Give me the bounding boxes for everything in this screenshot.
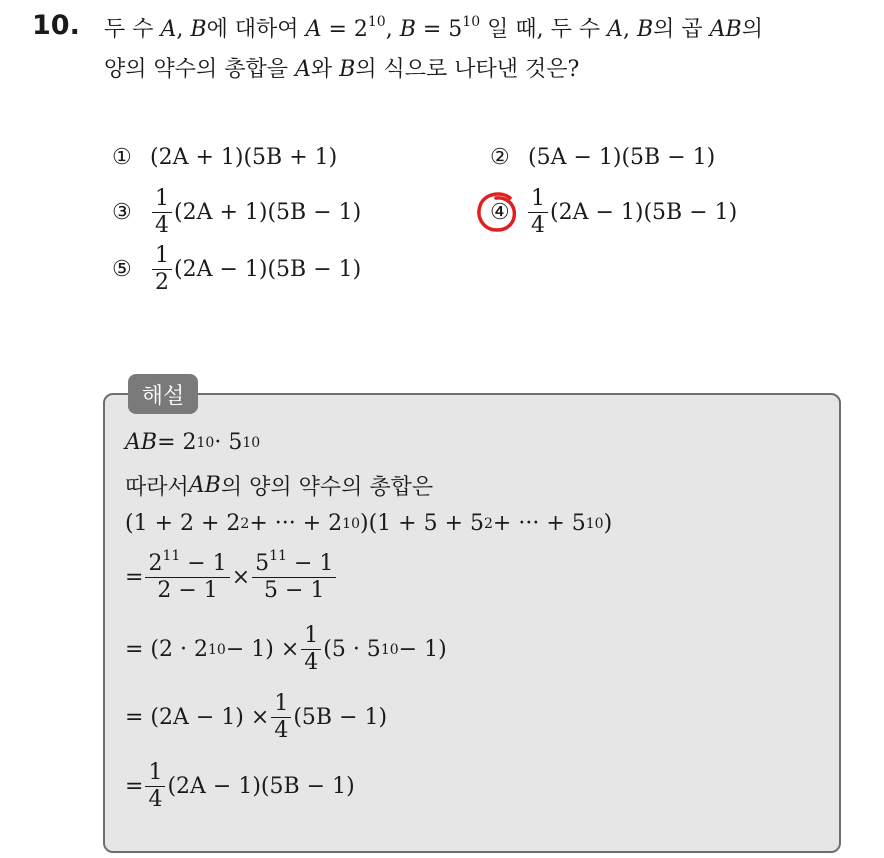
choice-number: ④ [490, 200, 510, 225]
fraction: $\frac{1}{4}$ [145, 762, 165, 811]
solution-line-6: = (2A − 1) × $\frac{1}{4}$ (5B − 1) [125, 691, 388, 743]
choice-expression: (5A − 1)(5B − 1) [528, 145, 716, 170]
fraction: $\frac{1}{4}$ [152, 188, 172, 237]
solution-line-3: (1 + 2 + 2 2 + ··· + 2 10 )(1 + 5 + 5 2 + ··· + 5 10 ) [125, 511, 613, 536]
choice-number: ③ [112, 200, 132, 225]
question-text-line-2: 양의 약수의 총합을 A와 B의 식으로 나타낸 것은? [104, 57, 580, 82]
fraction: $\frac{5^{11} - 1}{5 - 1}$ [252, 553, 336, 602]
choice-expression: (2A − 1)(5B − 1) [174, 257, 362, 282]
solution-line-2: 따라서 AB 의 양의 약수의 총합은 [125, 473, 434, 500]
fraction: $\frac{1}{4}$ [271, 693, 291, 742]
choice-number: ② [490, 145, 510, 170]
solution-label: 해설 [128, 374, 198, 414]
question-number: 10. [32, 10, 80, 41]
choice-number: ① [112, 145, 132, 170]
choice-4[interactable] [490, 188, 737, 237]
fraction: $\frac{2^{11} - 1}{2 - 1}$ [145, 553, 229, 602]
fraction: $\frac{1}{4}$ [528, 188, 548, 237]
answer-circle-mark [474, 190, 520, 236]
solution-line-7: = $\frac{1}{4}$ (2A − 1)(5B − 1) [125, 760, 355, 812]
solution-line-1: AB = 2 10 · 5 10 [125, 430, 261, 455]
fraction: $\frac{1}{2}$ [152, 245, 172, 294]
choice-3[interactable] [112, 188, 361, 237]
fraction: $\frac{1}{4}$ [301, 625, 321, 674]
choice-expression: (2A − 1)(5B − 1) [550, 200, 738, 225]
choice-expression: (2A + 1)(5B − 1) [174, 200, 362, 225]
choice-5[interactable] [112, 245, 361, 294]
choice-1[interactable] [112, 145, 337, 170]
solution-line-4: = $\frac{2^{11} - 1}{2 - 1}$ × $\frac{5^{11} - 1}{5 - 1}$ [125, 553, 338, 602]
choice-expression: (2A + 1)(5B + 1) [150, 145, 338, 170]
question-text-line-1: 두 수 A, B에 대하여 $A = 2^{10}$, $B = 5^{10}$ 일 때, 두 수 A, B의 곱 AB의 [104, 14, 763, 42]
solution-line-5: = (2 · 2 10 − 1) × $\frac{1}{4}$ (5 · 5 10 − 1) [125, 623, 447, 675]
choice-number: ⑤ [112, 257, 132, 282]
choice-2[interactable] [490, 145, 715, 170]
